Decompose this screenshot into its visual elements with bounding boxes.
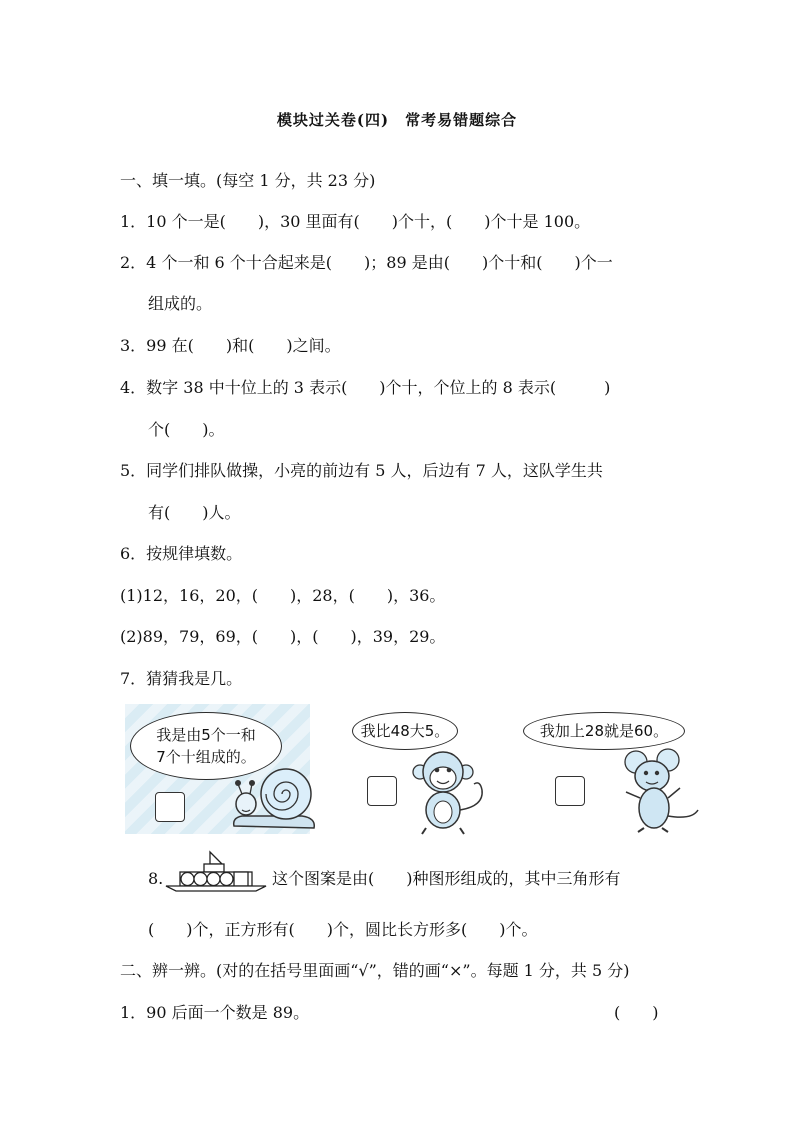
section1-heading: 一、填一填。(每空 1 分，共 23 分) [120, 171, 376, 190]
question-4-line2: 个( )。 [148, 420, 225, 439]
monkey-icon [412, 750, 490, 836]
page-title: 模块过关卷(四) 常考易错题综合 [276, 111, 518, 129]
answer-box-3[interactable] [555, 776, 585, 806]
question-4-line1: 4．数字 38 中十位上的 3 表示( )个十，个位上的 8 表示( ) [120, 378, 611, 397]
speech-bubble-2 [352, 712, 458, 750]
answer-box-2[interactable] [367, 776, 397, 806]
question-2-line1: 2．4 个一和 6 个十合起来是( )；89 是由( )个十和( )个一 [120, 253, 613, 272]
question-6-1: (1)12，16，20，( )，28，( )，36。 [120, 586, 446, 605]
question-7: 7．猜猜我是几。 [120, 669, 243, 688]
mouse-icon [622, 748, 702, 834]
speech-bubble-3 [523, 712, 685, 750]
question-6-2: (2)89，79，69，( )，( )，39，29。 [120, 627, 446, 646]
question-5-line1: 5．同学们排队做操，小亮的前边有 5 人，后边有 7 人，这队学生共 [120, 461, 603, 480]
boat-pattern-icon [164, 848, 268, 892]
section2-heading: 二、辨一辨。(对的在括号里面画“√”，错的画“×”。每题 1 分，共 5 分) [120, 961, 630, 980]
bubble-3-text: 我加上28就是60。 [539, 722, 669, 740]
bubble-1-line2: 7个十组成的。 [156, 748, 256, 766]
answer-box-1[interactable] [155, 792, 185, 822]
question-8-line1: 这个图案是由( )种图形组成的，其中三角形有 [272, 869, 621, 888]
question-6: 6．按规律填数。 [120, 544, 243, 563]
judge-answer-paren-1[interactable]: ( ) [614, 1003, 659, 1022]
question-8-line2: ( )个，正方形有( )个，圆比长方形多( )个。 [148, 920, 538, 939]
question-1: 1．10 个一是( )，30 里面有( )个十，( )个十是 100。 [120, 212, 591, 231]
judge-question-1: 1．90 后面一个数是 89。 [120, 1003, 310, 1022]
question-2-line2: 组成的。 [148, 294, 213, 313]
snail-icon [228, 760, 320, 832]
bubble-1-line1: 我是由5个一和 [156, 726, 256, 744]
bubble-2-text: 我比48大5。 [360, 722, 450, 740]
question-5-line2: 有( )人。 [148, 503, 241, 522]
question-3: 3．99 在( )和( )之间。 [120, 336, 341, 355]
question-8-number: 8. [148, 869, 164, 888]
